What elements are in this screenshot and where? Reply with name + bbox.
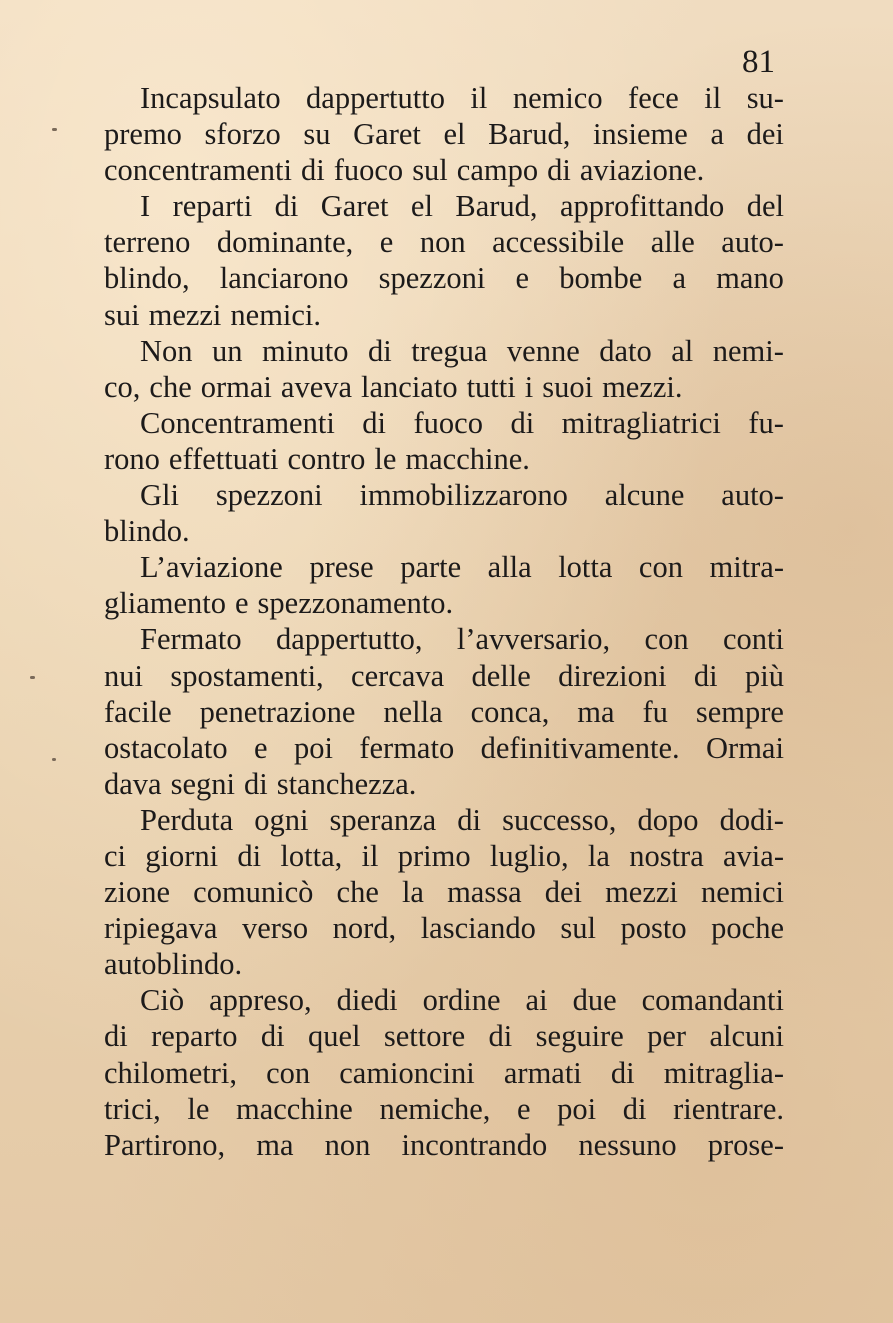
word: nemiche, (379, 1091, 491, 1126)
word: alla (487, 550, 532, 585)
word: su- (746, 81, 784, 115)
word: di (622, 1091, 647, 1126)
text-line (104, 224, 784, 260)
word: prose- (707, 1127, 784, 1162)
word: contro (287, 441, 366, 476)
word: sforzo (204, 117, 281, 152)
text-line (104, 1091, 784, 1127)
paper-speck (52, 128, 57, 131)
word: comunicò (193, 875, 314, 910)
text-line (104, 874, 784, 910)
word: successo, (502, 802, 617, 837)
word: mezzi (605, 875, 678, 910)
word: nemici (700, 875, 784, 910)
word: dato (599, 333, 652, 368)
text-line (104, 549, 784, 585)
word: al (671, 333, 694, 368)
word: reparti (172, 189, 253, 224)
text-line (104, 910, 784, 946)
word: nui (104, 658, 143, 693)
word: posto (620, 911, 687, 946)
text-line (104, 1018, 784, 1054)
word: chilometri, (104, 1055, 237, 1090)
word: dei (746, 117, 784, 152)
text-line (104, 838, 784, 874)
word: dava (104, 766, 162, 801)
word: a (672, 261, 686, 296)
word: nemico (512, 81, 603, 115)
word: minuto (262, 333, 349, 368)
word: Concentramenti (140, 405, 335, 440)
text-line (104, 585, 784, 621)
word: ogni (254, 802, 309, 837)
word: mitragliatrici (561, 405, 721, 440)
word: mano (716, 261, 784, 296)
word: parte (400, 550, 462, 585)
word: direzioni (558, 658, 667, 693)
word: il (470, 81, 488, 115)
text-line (104, 1127, 784, 1163)
word: dominante, (216, 225, 354, 260)
word: sul (412, 153, 448, 188)
word: rono (104, 441, 160, 476)
word: fece (628, 81, 679, 115)
word: spezzonamento. (257, 586, 454, 621)
word: dappertutto (306, 81, 445, 115)
text-line (104, 152, 784, 188)
word: giorni (145, 838, 219, 873)
word: fu- (748, 405, 784, 440)
word: fu (642, 694, 668, 729)
word: alcuni (709, 1019, 784, 1054)
word: l’avversario, (456, 622, 611, 657)
word: di (104, 1019, 128, 1054)
word: Gli (140, 478, 179, 513)
word: Perduta (140, 802, 234, 837)
word: con (638, 550, 683, 585)
word: e (234, 586, 249, 621)
word: autoblindo. (104, 947, 243, 982)
word: approfittando (559, 189, 725, 224)
word: zione (104, 875, 171, 910)
word: mezzi (148, 297, 222, 332)
word: più (745, 658, 784, 693)
text-line (104, 333, 784, 369)
word: lotta, (280, 838, 343, 873)
word: alcune (604, 478, 685, 513)
word: suoi (542, 369, 594, 404)
word: il (361, 838, 379, 873)
word: un (212, 333, 243, 368)
word: di (260, 1019, 285, 1054)
word: e (517, 1091, 531, 1126)
word: ci (104, 838, 127, 873)
word: ma (577, 694, 615, 729)
word: Ormai (706, 730, 784, 765)
word: tregua (411, 333, 488, 368)
word: Fermato (140, 622, 242, 657)
word: aviazione. (579, 153, 705, 188)
word: insieme (592, 117, 688, 152)
word: di (510, 405, 535, 440)
word: Ciò (140, 983, 185, 1018)
word: le (374, 441, 397, 476)
word: comandanti (641, 983, 784, 1018)
word: sul (560, 911, 596, 946)
word: fuoco (333, 153, 404, 188)
paper-speck (30, 676, 35, 679)
text-line (104, 694, 784, 730)
word: nella (383, 694, 443, 729)
word: concentramenti (104, 153, 292, 188)
word: di (488, 1019, 513, 1054)
word: che (336, 875, 379, 910)
word: la (401, 875, 424, 910)
word: ostacolato (104, 730, 228, 765)
text-line (104, 982, 784, 1018)
word: Barud, (488, 117, 571, 152)
word: verso (242, 911, 309, 946)
word: macchine. (405, 441, 530, 476)
word: seguire (535, 1019, 624, 1054)
word: di (362, 405, 387, 440)
word: mitra- (709, 550, 784, 585)
word: avia- (723, 838, 784, 873)
word: spezzoni (378, 261, 486, 296)
word: e (515, 261, 530, 296)
word: tutti (466, 369, 516, 404)
word: che (149, 369, 192, 404)
word: luglio, (489, 838, 569, 873)
paper-speck (52, 758, 56, 761)
word: lotta (558, 550, 613, 585)
word: lanciato (361, 369, 458, 404)
word: Incapsulato (140, 81, 281, 115)
word: e (254, 730, 268, 765)
word: la (587, 838, 610, 873)
text-line (104, 369, 784, 405)
text-line (104, 405, 784, 441)
text-line (104, 260, 784, 296)
word: co, (104, 369, 141, 404)
text-line (104, 441, 784, 477)
word: del (746, 189, 784, 224)
word: lanciarono (219, 261, 349, 296)
word: premo (104, 117, 182, 152)
word: definitivamente. (480, 730, 680, 765)
word: camioncini (339, 1055, 475, 1090)
word: quel (307, 1019, 361, 1054)
word: conca, (470, 694, 550, 729)
word: ormai (200, 369, 272, 404)
word: rientrare. (673, 1091, 784, 1126)
word: armati (503, 1055, 582, 1090)
word: accessibile (492, 225, 625, 260)
word: poche (711, 911, 784, 946)
word: lasciando (420, 911, 536, 946)
word: con (644, 622, 689, 657)
text-line (104, 297, 784, 333)
word: sempre (695, 694, 784, 729)
text-line (104, 1055, 784, 1091)
word: mezzi. (602, 369, 683, 404)
word: dopo (637, 802, 699, 837)
word: spostamenti, (170, 658, 324, 693)
word: ma (256, 1127, 294, 1162)
word: penetrazione (199, 694, 356, 729)
word: di (243, 766, 268, 801)
word: diedi (336, 983, 398, 1018)
word: ai (525, 983, 548, 1018)
word: auto- (721, 478, 784, 513)
text-line (104, 80, 784, 116)
text-line (104, 116, 784, 152)
word: auto- (721, 225, 784, 260)
word: di (367, 333, 392, 368)
word: alle (650, 225, 695, 260)
word: el (443, 117, 466, 152)
word: cercava (351, 658, 445, 693)
word: per (647, 1019, 687, 1054)
word: dappertutto, (276, 622, 423, 657)
word: nemici. (230, 297, 322, 332)
word: ripiegava (104, 911, 218, 946)
word: facile (104, 694, 172, 729)
word: poi (293, 730, 333, 765)
word: di (547, 153, 571, 188)
word: incontrando (401, 1127, 548, 1162)
word: massa (447, 875, 522, 910)
word: e (379, 225, 394, 260)
word: di (274, 189, 299, 224)
word: reparto (151, 1019, 238, 1054)
word: blindo. (104, 514, 190, 549)
word: delle (471, 658, 531, 693)
text-line (104, 658, 784, 694)
text-line (104, 766, 784, 802)
word: fuoco (413, 405, 483, 440)
word: el (410, 189, 433, 224)
word: non (419, 225, 466, 260)
word: il (704, 81, 722, 115)
word: conti (722, 622, 784, 657)
word: bombe (559, 261, 643, 296)
word: i (524, 369, 534, 404)
word: trici, (104, 1091, 161, 1126)
word: fermato (359, 730, 455, 765)
word: poi (557, 1091, 597, 1126)
word: terreno (104, 225, 191, 260)
word: macchine (235, 1091, 353, 1126)
word: di (457, 802, 482, 837)
word: speranza (329, 802, 437, 837)
word: primo (397, 838, 471, 873)
word: di (237, 838, 262, 873)
word: stanchezza. (276, 766, 417, 801)
page-number: 81 (742, 44, 775, 80)
word: immobilizzarono (359, 478, 568, 513)
body-text (104, 80, 784, 1163)
word: settore (383, 1019, 466, 1054)
word: due (572, 983, 617, 1018)
word: appreso, (209, 983, 312, 1018)
word: dodi- (719, 802, 784, 837)
word: venne (506, 333, 580, 368)
word: su (303, 117, 331, 152)
word: segni (170, 766, 235, 801)
word: a (710, 117, 724, 152)
word: dei (544, 875, 582, 910)
text-line (104, 477, 784, 513)
word: Partirono, (104, 1127, 226, 1162)
word: Garet (320, 189, 389, 224)
text-line (104, 946, 784, 982)
word: sui (104, 297, 140, 332)
word: prese (309, 550, 374, 585)
word: di (693, 658, 718, 693)
word: nessuno (578, 1127, 677, 1162)
word: campo (456, 153, 539, 188)
word: Barud, (455, 189, 538, 224)
text-line (104, 802, 784, 838)
word: spezzoni (215, 478, 323, 513)
word: nord, (332, 911, 397, 946)
word: L’aviazione (140, 550, 283, 585)
text-line (104, 513, 784, 549)
word: blindo, (104, 261, 190, 296)
word: nostra (629, 838, 704, 873)
text-line (104, 188, 784, 224)
word: di (301, 153, 325, 188)
text-line (104, 621, 784, 657)
word: con (266, 1055, 311, 1090)
word: mitraglia- (663, 1055, 784, 1090)
word: non (324, 1127, 371, 1162)
word: I (140, 189, 151, 224)
word: Non (140, 333, 193, 368)
word: effettuati (168, 441, 279, 476)
word: aveva (280, 369, 353, 404)
word: ordine (422, 983, 501, 1018)
word: di (610, 1055, 635, 1090)
text-line (104, 730, 784, 766)
word: nemi- (712, 333, 784, 368)
word: gliamento (104, 586, 226, 621)
word: Garet (353, 117, 421, 152)
word: le (187, 1091, 210, 1126)
